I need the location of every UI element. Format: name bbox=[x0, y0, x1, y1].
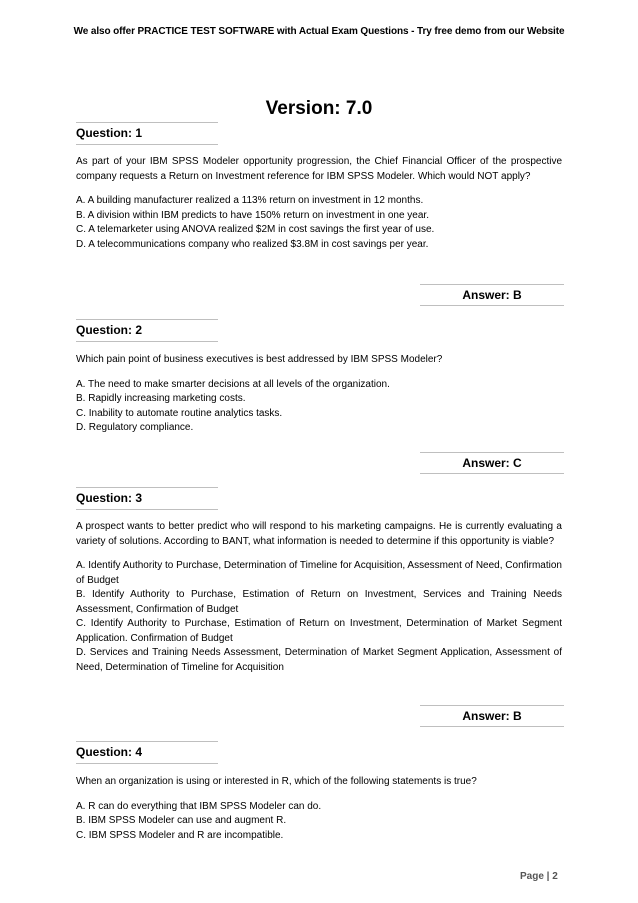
question-4-body bbox=[76, 775, 562, 843]
question-1-body bbox=[76, 155, 562, 252]
question-2-option-a: A. The need to make smarter decisions at all levels of the organization. bbox=[76, 378, 390, 390]
question-1-answer: Answer: B bbox=[420, 284, 564, 306]
question-4-option-a: A. R can do everything that IBM SPSS Modeler can do. bbox=[76, 800, 322, 812]
question-1-option-c: C. A telemarketer using ANOVA realized $2M in cost savings the first year of use. bbox=[76, 224, 435, 235]
version-title: Version: 7.0 bbox=[265, 98, 373, 119]
question-3-heading: Question: 3 bbox=[76, 487, 218, 510]
question-3-option-d: D. Services and Training Needs Assessment, Determination of Market Segment Application, Assessment of Need, Determination of Timeline for Acquisition bbox=[76, 647, 562, 673]
question-2-heading: Question: 2 bbox=[76, 319, 218, 342]
page-number: Page | 2 bbox=[520, 871, 558, 882]
question-3-option-c: C. Identify Authority to Purchase, Estimation of Return on Investment, Determination of Market Segment Application. Confirmation of Budget bbox=[76, 618, 562, 644]
question-3-answer: Answer: B bbox=[420, 705, 564, 727]
question-2-option-c: C. Inability to automate routine analytics tasks. bbox=[76, 407, 283, 419]
question-2-option-b: B. Rapidly increasing marketing costs. bbox=[76, 393, 246, 404]
question-2-option-d: D. Regulatory compliance. bbox=[76, 422, 194, 433]
question-4-heading: Question: 4 bbox=[76, 741, 218, 764]
page-header-banner: We also offer PRACTICE TEST SOFTWARE with Actual Exam Questions - Try free demo from our Website bbox=[73, 26, 565, 37]
question-3-body bbox=[76, 520, 562, 675]
question-2-body bbox=[76, 353, 562, 436]
question-3-option-b: B. Identify Authority to Purchase, Estimation of Return on Investment, Services and Training Needs Assessment, Confirmation of Budget bbox=[76, 589, 562, 615]
question-1-heading: Question: 1 bbox=[76, 122, 218, 145]
question-3-text: A prospect wants to better predict who will respond to his marketing campaigns. He is currently evaluating a variety of solutions. According to BANT, what information is needed to determine if this opportunity is viable? bbox=[76, 521, 562, 547]
question-2-answer: Answer: C bbox=[420, 452, 564, 474]
question-2-text: Which pain point of business executives is best addressed by IBM SPSS Modeler? bbox=[76, 354, 443, 365]
question-1-option-b: B. A division within IBM predicts to have 150% return on investment in one year. bbox=[76, 209, 429, 221]
question-1-option-a: A. A building manufacturer realized a 113% return on investment in 12 months. bbox=[76, 195, 424, 206]
question-4-text: When an organization is using or interested in R, which of the following statements is true? bbox=[76, 776, 477, 787]
question-1-text: As part of your IBM SPSS Modeler opportunity progression, the Chief Financial Officer of the prospective company requests a Return on Investment reference for IBM SPSS Modeler. Which would NOT apply? bbox=[76, 156, 562, 182]
question-4-option-c: C. IBM SPSS Modeler and R are incompatible. bbox=[76, 829, 284, 841]
question-3-option-a: A. Identify Authority to Purchase, Determination of Timeline for Acquisition, Assessment of Need, Confirmation of Budget bbox=[76, 560, 562, 586]
question-4-option-b: B. IBM SPSS Modeler can use and augment R. bbox=[76, 815, 287, 826]
question-1-option-d: D. A telecommunications company who realized $3.8M in cost savings per year. bbox=[76, 238, 429, 250]
